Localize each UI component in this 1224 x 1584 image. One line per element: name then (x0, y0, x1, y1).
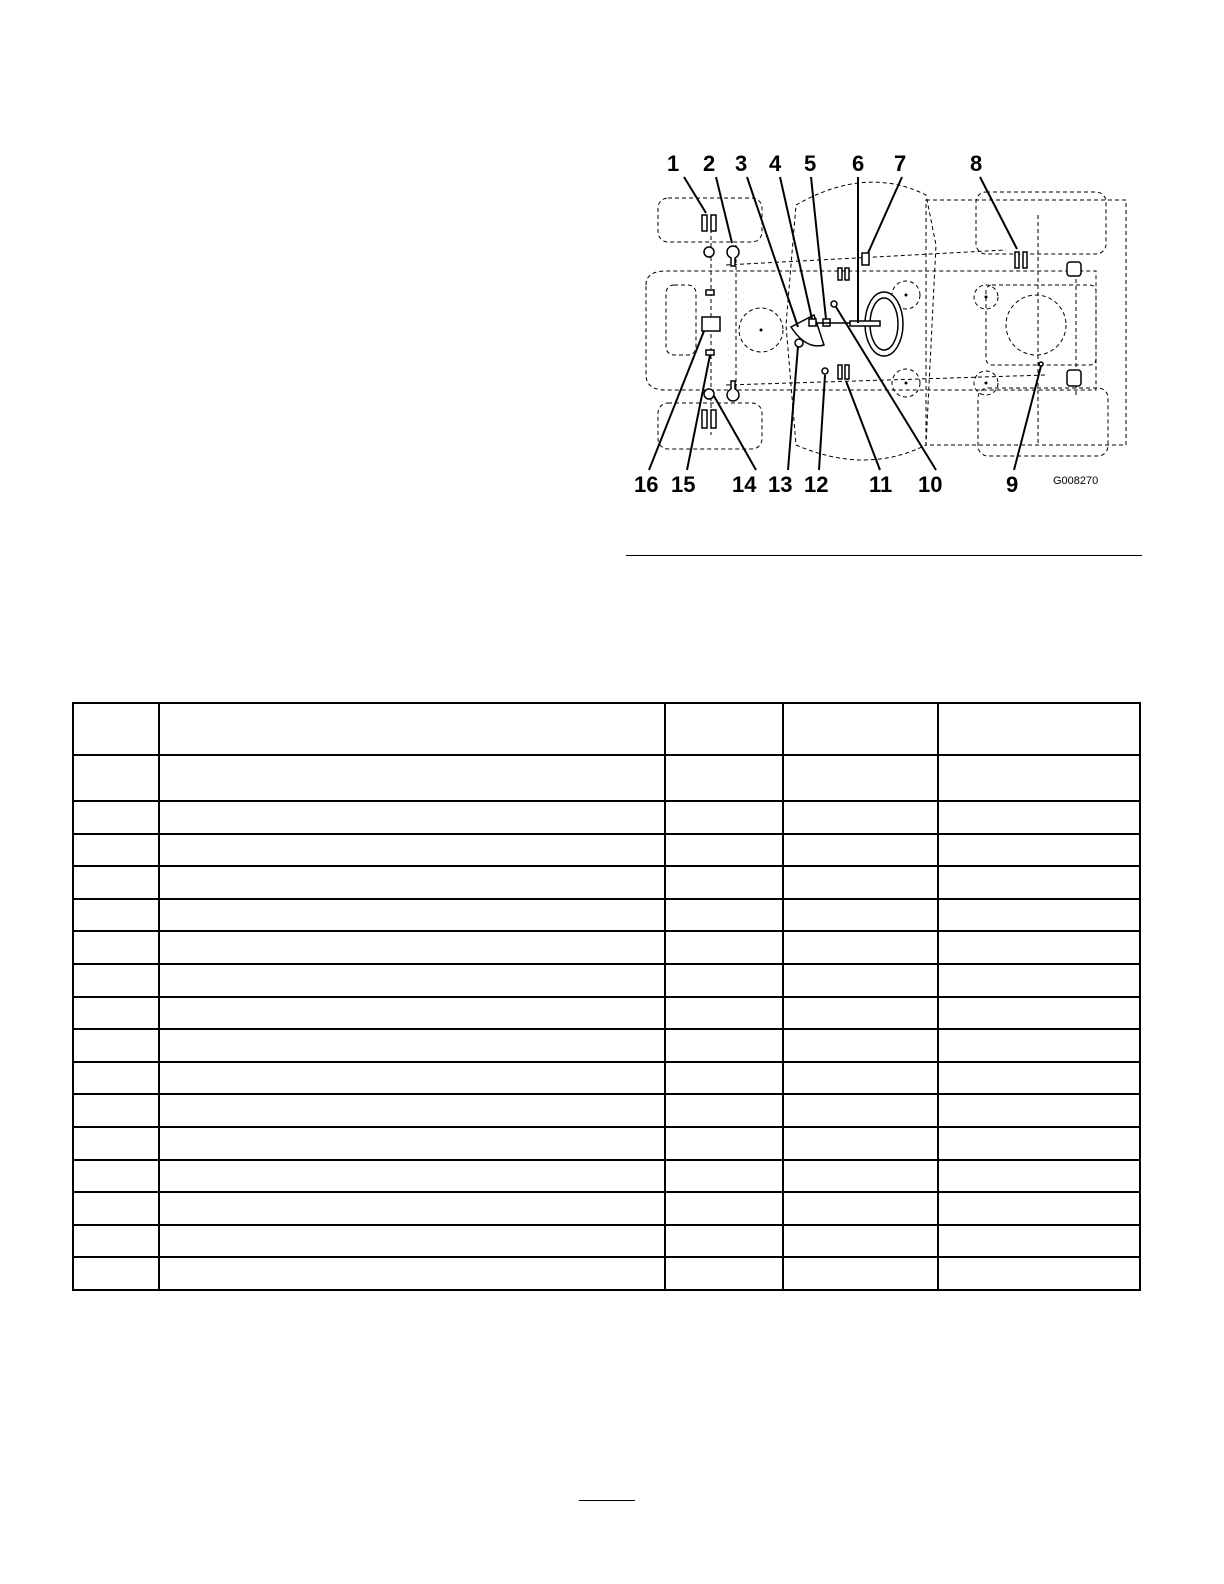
header-cell (73, 703, 159, 755)
table-row (73, 1160, 1140, 1193)
table-cell (73, 1029, 159, 1062)
table-row (73, 1225, 1140, 1258)
rear-fitting-upper (1067, 262, 1081, 276)
parts-table (72, 702, 1141, 1291)
table-row (73, 1094, 1140, 1127)
leader-9 (1014, 366, 1041, 470)
engine-shaft (850, 321, 880, 326)
grease-fitting-rear-a (702, 410, 707, 428)
table-row (73, 755, 1140, 801)
table-cell (665, 1257, 783, 1290)
table-row (73, 931, 1140, 964)
grease-fitting-7 (862, 253, 869, 265)
header-cell (665, 703, 783, 755)
table-cell (938, 997, 1140, 1030)
table-cell (73, 1257, 159, 1290)
table-cell (938, 1094, 1140, 1127)
table-cell (73, 801, 159, 834)
table-cell (665, 997, 783, 1030)
table-cell (783, 1062, 938, 1095)
callout-2: 2 (703, 151, 716, 176)
callout-10: 10 (918, 472, 943, 497)
leader-11 (846, 381, 880, 470)
table-cell (938, 1062, 1140, 1095)
callout-3: 3 (735, 151, 748, 176)
table-row (73, 834, 1140, 867)
callout-14: 14 (732, 472, 757, 497)
grease-fitting-1 (702, 215, 707, 231)
leader-1 (684, 177, 706, 213)
table-cell (159, 1257, 665, 1290)
table-cell (783, 1127, 938, 1160)
transmission-outline (986, 285, 1096, 365)
grease-fitting-upper-b (845, 268, 849, 280)
table-cell (665, 1160, 783, 1193)
table-cell (783, 1029, 938, 1062)
callout-5: 5 (804, 151, 817, 176)
spindle-fitting-left-front (704, 247, 714, 257)
grease-fitting-16 (702, 317, 720, 331)
table-cell (665, 931, 783, 964)
mower-underside-drawing (626, 145, 1142, 505)
table-cell (938, 866, 1140, 899)
table-cell (159, 834, 665, 867)
table-cell (783, 1257, 938, 1290)
table-header-row (73, 703, 1140, 755)
table-cell (73, 997, 159, 1030)
table-row (73, 899, 1140, 932)
grease-fitting-11a (838, 365, 842, 379)
table-cell (73, 866, 159, 899)
callout-9: 9 (1006, 472, 1019, 497)
table-cell (159, 1062, 665, 1095)
callout-13: 13 (768, 472, 793, 497)
table-cell (938, 755, 1140, 801)
table-cell (159, 997, 665, 1030)
table-cell (159, 899, 665, 932)
callout-4: 4 (769, 151, 782, 176)
table-cell (783, 997, 938, 1030)
header-cell (938, 703, 1140, 755)
transmission-pulley-outline (1006, 295, 1066, 355)
table-cell (665, 1062, 783, 1095)
table-cell (783, 1160, 938, 1193)
table-cell (938, 899, 1140, 932)
table-cell (73, 1160, 159, 1193)
table-cell (938, 964, 1140, 997)
table-cell (159, 801, 665, 834)
table-cell (665, 1094, 783, 1127)
table-cell (665, 834, 783, 867)
grease-fitting-8b (1023, 252, 1027, 268)
table-cell (783, 1225, 938, 1258)
leader-2 (716, 177, 732, 243)
table-cell (159, 1225, 665, 1258)
callout-1: 1 (667, 151, 680, 176)
callout-15: 15 (671, 472, 696, 497)
table-cell (938, 1192, 1140, 1225)
table-cell (783, 899, 938, 932)
grease-fitting-13 (795, 339, 803, 347)
table-cell (159, 755, 665, 801)
grease-fitting-8a (1015, 252, 1019, 268)
table-cell (73, 899, 159, 932)
grease-fitting-11b (845, 365, 849, 379)
table-cell (938, 1257, 1140, 1290)
table-cell (159, 1127, 665, 1160)
table-cell (938, 1127, 1140, 1160)
table-cell (665, 801, 783, 834)
table-cell (783, 866, 938, 899)
table-cell (73, 1127, 159, 1160)
callout-8: 8 (970, 151, 983, 176)
rear-right-wheel-outline (978, 388, 1108, 456)
table-cell (73, 964, 159, 997)
table-cell (938, 1029, 1140, 1062)
grease-fitting-upper-a (838, 268, 842, 280)
table-cell (665, 899, 783, 932)
table-cell (783, 755, 938, 801)
figure-code: G008270 (1053, 475, 1099, 487)
table-row (73, 866, 1140, 899)
leader-12 (819, 375, 825, 470)
header-cell (783, 703, 938, 755)
table-cell (159, 931, 665, 964)
table-cell (159, 964, 665, 997)
grease-fitting-12 (822, 368, 828, 374)
callout-6: 6 (852, 151, 865, 176)
callout-12: 12 (804, 472, 829, 497)
table-cell (938, 931, 1140, 964)
table-cell (783, 1192, 938, 1225)
engine-bay-outline (926, 200, 1126, 445)
grease-fitting-rear-b (711, 410, 716, 428)
grease-fitting-2 (727, 246, 739, 266)
grease-fitting-rear-left (727, 381, 739, 401)
callout-11: 11 (869, 472, 893, 497)
table-cell (938, 1160, 1140, 1193)
table-cell (159, 1192, 665, 1225)
rear-fitting-lower (1067, 370, 1081, 386)
callout-16: 16 (634, 472, 659, 497)
table-cell (665, 866, 783, 899)
table-cell (938, 1225, 1140, 1258)
table-cell (665, 1127, 783, 1160)
grease-fitting-15 (706, 350, 714, 355)
table-row (73, 997, 1140, 1030)
figure-divider (626, 555, 1142, 556)
table-cell (783, 931, 938, 964)
grease-fitting-small-a (706, 290, 714, 295)
front-right-wheel-outline (976, 192, 1106, 254)
table-cell (73, 1225, 159, 1258)
spindle-fitting-14 (704, 389, 714, 399)
grease-fitting-10 (831, 301, 837, 307)
table-row (73, 1127, 1140, 1160)
table-cell (159, 1160, 665, 1193)
front-left-wheel-outline (658, 198, 762, 242)
table-row (73, 801, 1140, 834)
table-cell (73, 931, 159, 964)
leader-5 (811, 177, 826, 319)
table-cell (783, 964, 938, 997)
table-cell (938, 801, 1140, 834)
grease-fitting-9 (1039, 362, 1043, 366)
leader-4 (780, 177, 812, 319)
page-number-rule (579, 1500, 635, 1501)
grease-fitting-1b (711, 215, 716, 231)
table-row (73, 1029, 1140, 1062)
leader-7 (868, 177, 902, 253)
callout-7: 7 (894, 151, 907, 176)
table-cell (783, 1094, 938, 1127)
table-cell (159, 1029, 665, 1062)
table-cell (665, 755, 783, 801)
grease-fitting-4 (809, 319, 816, 326)
table-cell (783, 801, 938, 834)
table-row (73, 1062, 1140, 1095)
leader-3 (747, 177, 798, 327)
table-cell (159, 1094, 665, 1127)
header-cell (159, 703, 665, 755)
table-cell (665, 964, 783, 997)
table-cell (73, 1094, 159, 1127)
table-cell (665, 1225, 783, 1258)
table-cell (938, 834, 1140, 867)
table-row (73, 964, 1140, 997)
table-cell (73, 755, 159, 801)
leader-8 (980, 177, 1017, 249)
table-row (73, 1257, 1140, 1290)
table-cell (73, 1192, 159, 1225)
parts-location-diagram (626, 145, 1142, 505)
front-bumper-outline (666, 285, 696, 355)
table-cell (73, 1062, 159, 1095)
table-cell (665, 1192, 783, 1225)
table-cell (159, 866, 665, 899)
table-cell (783, 834, 938, 867)
table-row (73, 1192, 1140, 1225)
table-cell (665, 1029, 783, 1062)
table-cell (73, 834, 159, 867)
leader-14 (714, 396, 756, 470)
